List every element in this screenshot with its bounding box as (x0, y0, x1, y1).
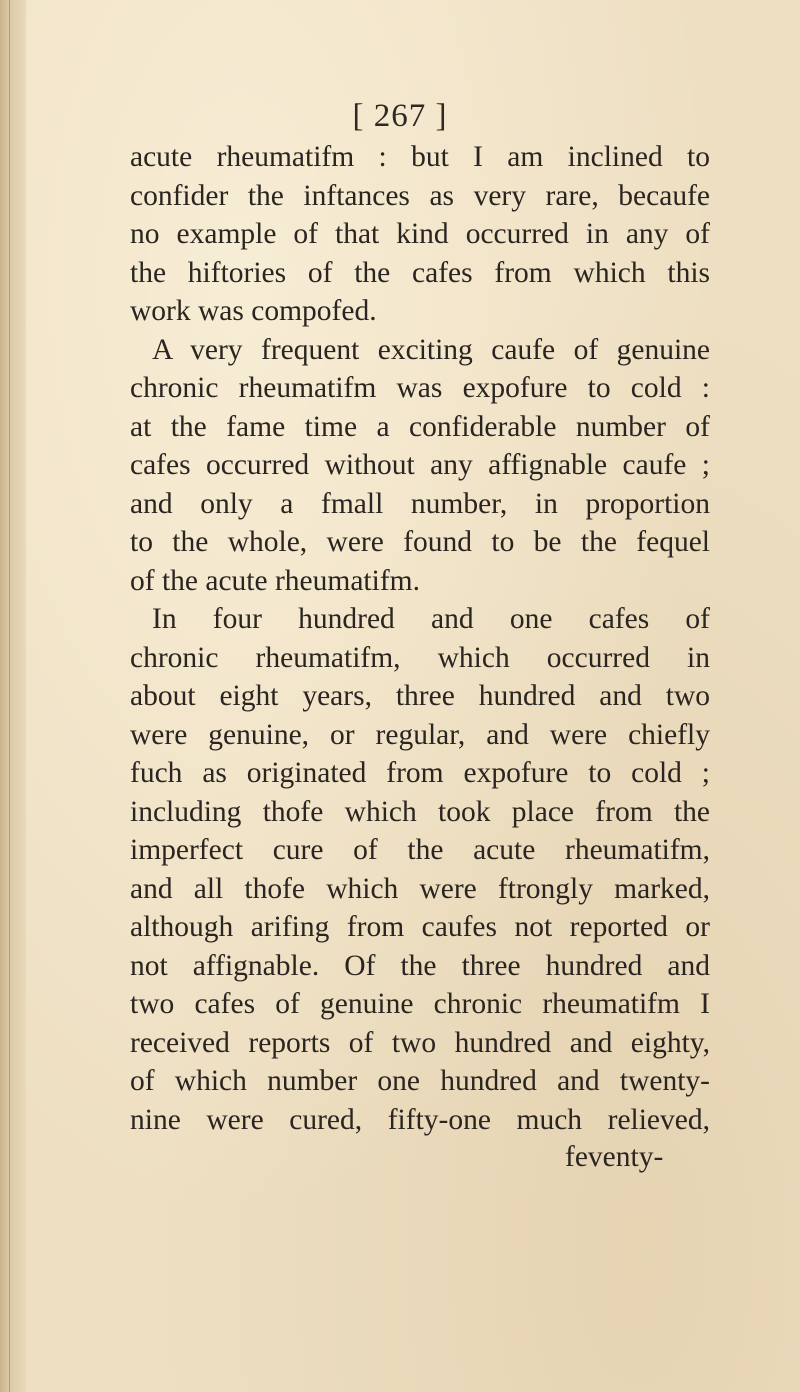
text-line: no example of that kind occurred in any of (130, 218, 710, 250)
text-line: acute rheumatifm : but I am inclined to (130, 141, 710, 173)
text-line: and all thofe which were ftrongly marked, (130, 872, 710, 905)
page-gutter-edge (0, 0, 26, 1392)
text-line: and only a fmall number, in proportion (130, 487, 710, 520)
body-text (130, 138, 710, 1139)
catchword: feventy- (565, 1141, 664, 1173)
text-line: imperfect cure of the acute rheumatifm, (130, 834, 710, 866)
text-line: to the whole, were found to be the fequel (130, 526, 710, 558)
page-gutter-line (9, 0, 10, 1392)
text-line: confider the inftances as very rare, becaufe (130, 179, 710, 212)
text-line: two cafes of genuine chronic rheumatifm I (130, 988, 710, 1020)
text-line: chronic rheumatifm was expofure to cold : (130, 372, 710, 404)
text-line: the hiftories of the cafes from which this (130, 256, 710, 289)
text-line: at the fame time a confiderable number of (130, 410, 710, 443)
text-line: including thofe which took place from the (130, 795, 710, 828)
text-line: of which number one hundred and twenty- (130, 1065, 710, 1097)
text-line: about eight years, three hundred and two (130, 680, 710, 712)
page-number-header: [ 267 ] (352, 98, 448, 134)
text-line: fuch as originated from expofure to cold ; (130, 757, 710, 789)
text-line: not affignable. Of the three hundred and (130, 949, 710, 982)
text-line: received reports of two hundred and eighty, (130, 1026, 710, 1059)
text-line: work was compofed. (130, 295, 377, 327)
text-line: chronic rheumatifm, which occurred in (130, 641, 710, 674)
text-line: although arifing from caufes not reported or (130, 911, 710, 943)
text-line: cafes occurred without any affignable caufe ; (130, 449, 710, 481)
text-line: nine were cured, fifty-one much relieved, (130, 1103, 710, 1136)
text-line: In four hundred and one cafes of (152, 603, 710, 635)
text-line: were genuine, or regular, and were chiefly (130, 718, 710, 751)
text-line: of the acute rheumatifm. (130, 564, 420, 597)
text-line: A very frequent exciting caufe of genuine (152, 333, 710, 366)
